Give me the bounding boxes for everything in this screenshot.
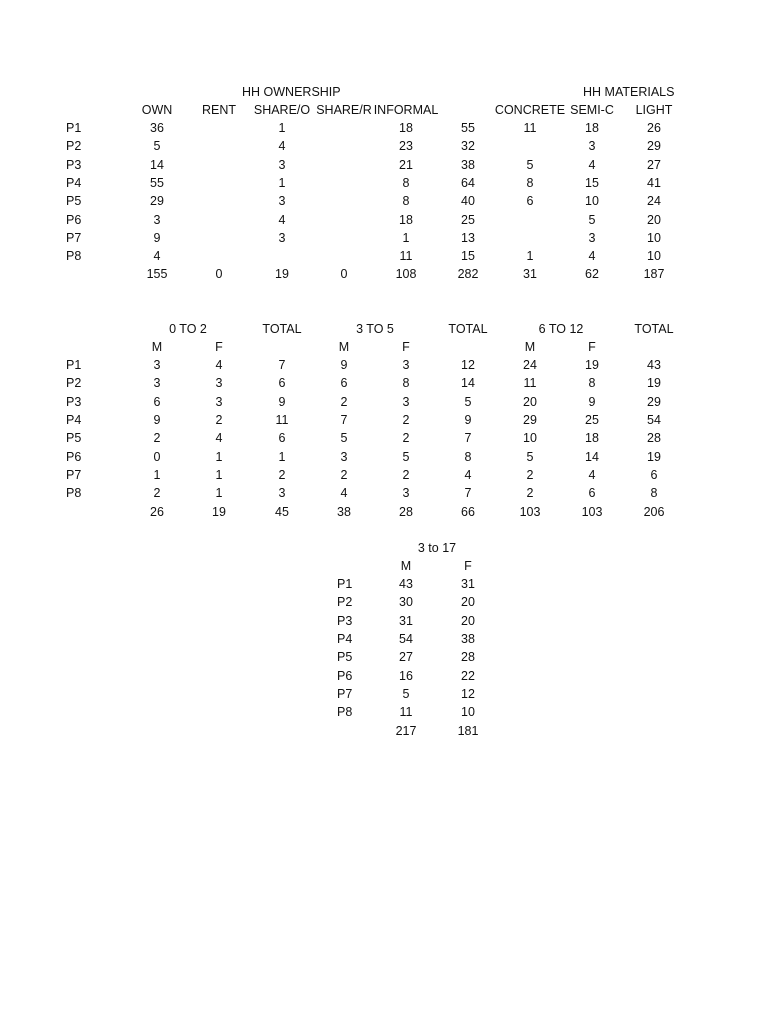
table2-cell: 1 <box>215 449 223 464</box>
materials-group-header: HH MATERIALS <box>583 85 675 99</box>
table2-sex-header: M <box>338 340 350 354</box>
table3-cell: 43 <box>399 577 413 591</box>
table2-cell: 24 <box>523 358 537 372</box>
table1-cell: 8 <box>402 194 410 209</box>
table1-cell: 1 <box>402 230 410 245</box>
table3-cell: 31 <box>399 613 413 628</box>
table1-column-header: SHARE/O <box>253 103 311 117</box>
table2-cell: 11 <box>523 376 537 391</box>
table1-cell: 6 <box>526 194 534 209</box>
table2-row-label: P7 <box>66 467 82 482</box>
table2-group-header: 0 TO 2 <box>169 322 207 336</box>
table3-total-cell: 181 <box>457 724 479 738</box>
table1-cell: 64 <box>461 175 475 190</box>
table1-cell: 5 <box>588 212 596 227</box>
table2-cell: 9 <box>340 358 348 372</box>
table2-cell: 5 <box>402 449 410 464</box>
table2-cell: 8 <box>588 376 596 391</box>
table1-cell: 21 <box>399 157 413 172</box>
table2-cell: 28 <box>647 431 661 446</box>
table2-cell: 3 <box>215 376 223 391</box>
table2-cell: 9 <box>153 412 161 427</box>
table1-cell: 10 <box>647 249 661 264</box>
table1-cell: 27 <box>647 157 661 172</box>
table3-row-label: P7 <box>337 686 353 701</box>
ownership-group-header: HH OWNERSHIP <box>242 85 341 99</box>
table2-cell: 3 <box>402 358 410 372</box>
table2-cell: 2 <box>402 467 410 482</box>
table2-cell: 9 <box>278 394 286 409</box>
table1-cell: 32 <box>461 139 475 154</box>
table2-cell: 1 <box>278 449 286 464</box>
table1-row-label: P6 <box>66 212 82 227</box>
table1-column-header: LIGHT <box>635 103 673 117</box>
table3-sex-header: M <box>400 559 412 573</box>
table1-row-label: P2 <box>66 139 82 154</box>
table2-cell: 3 <box>402 394 410 409</box>
table2-cell: 18 <box>585 431 599 446</box>
table2-sex-header: F <box>215 340 223 354</box>
table1-column-header: OWN <box>141 103 173 117</box>
table2-total-cell: 103 <box>581 505 603 519</box>
table2-cell: 11 <box>275 412 289 427</box>
table1-cell: 5 <box>153 139 161 154</box>
table2-cell: 6 <box>650 467 658 482</box>
table1-cell: 4 <box>588 249 596 264</box>
table2-total-cell: 103 <box>519 505 541 519</box>
table1-cell: 29 <box>647 139 661 154</box>
table2-sex-header: F <box>402 340 410 354</box>
table1-total-cell: 108 <box>395 267 417 281</box>
table1-cell: 18 <box>399 121 413 135</box>
table1-column-header: INFORMAL <box>373 103 439 117</box>
table1-cell: 4 <box>278 139 286 154</box>
table1-cell: 8 <box>526 175 534 190</box>
table2-cell: 7 <box>278 358 286 372</box>
table2-group-header: 6 TO 12 <box>538 322 584 336</box>
table3-cell: 28 <box>461 650 475 665</box>
table1-cell: 55 <box>461 121 475 135</box>
table2-cell: 29 <box>523 412 537 427</box>
table2-cell: 1 <box>215 467 223 482</box>
table1-cell: 3 <box>278 194 286 209</box>
table2-cell: 6 <box>278 431 286 446</box>
table2-cell: 3 <box>215 394 223 409</box>
table1-cell: 18 <box>399 212 413 227</box>
table1-cell: 38 <box>461 157 475 172</box>
table1-row-label: P1 <box>66 121 82 135</box>
table2-cell: 2 <box>340 394 348 409</box>
table2-cell: 2 <box>402 412 410 427</box>
table3-cell: 10 <box>461 705 475 720</box>
table3-cell: 16 <box>399 668 413 683</box>
table1-total-cell: 0 <box>340 267 348 281</box>
table2-cell: 2 <box>153 431 161 446</box>
table1-total-cell: 282 <box>457 267 479 281</box>
table3-row-label: P6 <box>337 668 353 683</box>
table2-cell: 2 <box>215 412 223 427</box>
table2-cell: 4 <box>215 431 223 446</box>
table1-row-label: P5 <box>66 194 82 209</box>
table1-total-cell: 0 <box>215 267 223 281</box>
table1-cell: 15 <box>461 249 475 264</box>
table1-total-cell: 62 <box>585 267 599 281</box>
table1-cell: 11 <box>523 121 537 135</box>
table1-cell: 3 <box>278 157 286 172</box>
table2-cell: 3 <box>278 486 286 501</box>
table2-cell: 5 <box>340 431 348 446</box>
table3-total-cell: 217 <box>395 724 417 738</box>
table1-cell: 24 <box>647 194 661 209</box>
table2-sex-header: F <box>588 340 596 354</box>
table3-cell: 20 <box>461 595 475 610</box>
table2-cell: 12 <box>461 358 475 372</box>
table2-total-cell: 206 <box>643 505 665 519</box>
table2-cell: 10 <box>523 431 537 446</box>
table1-cell: 3 <box>153 212 161 227</box>
table2-cell: 25 <box>585 412 599 427</box>
table1-cell: 10 <box>585 194 599 209</box>
table2-total-cell: 38 <box>337 505 351 519</box>
table2-cell: 4 <box>215 358 223 372</box>
table2-total-cell: 28 <box>399 505 413 519</box>
table2-cell: 3 <box>340 449 348 464</box>
table1-cell: 4 <box>153 249 161 264</box>
table2-row-label: P1 <box>66 358 82 372</box>
table1-cell: 4 <box>588 157 596 172</box>
table1-cell: 3 <box>588 230 596 245</box>
table2-cell: 7 <box>340 412 348 427</box>
table1-cell: 10 <box>647 230 661 245</box>
table2-cell: 43 <box>647 358 661 372</box>
table2-cell: 2 <box>402 431 410 446</box>
table2-total-cell: 66 <box>461 505 475 519</box>
table2-cell: 8 <box>650 486 658 501</box>
table2-cell: 6 <box>588 486 596 501</box>
table2-cell: 3 <box>153 376 161 391</box>
table1-cell: 18 <box>585 121 599 135</box>
table3-row-label: P8 <box>337 705 353 720</box>
table2-cell: 2 <box>340 467 348 482</box>
table2-total-cell: 26 <box>150 505 164 519</box>
table1-cell: 29 <box>150 194 164 209</box>
table2-row-label: P6 <box>66 449 82 464</box>
table2-cell: 2 <box>526 486 534 501</box>
table2-sex-header: M <box>151 340 163 354</box>
table3-row-label: P4 <box>337 631 353 646</box>
table1-cell: 41 <box>647 175 661 190</box>
table2-cell: 7 <box>464 486 472 501</box>
table2-cell: 4 <box>340 486 348 501</box>
table1-cell: 36 <box>150 121 164 135</box>
table2-row-label: P4 <box>66 412 82 427</box>
table2-cell: 19 <box>585 358 599 372</box>
table1-cell: 5 <box>526 157 534 172</box>
table2-group-header: TOTAL <box>262 322 302 336</box>
table1-cell: 1 <box>278 175 286 190</box>
table3-row-label: P2 <box>337 595 353 610</box>
table2-cell: 4 <box>464 467 472 482</box>
table2-cell: 19 <box>647 449 661 464</box>
table2-cell: 4 <box>588 467 596 482</box>
table3-cell: 5 <box>402 686 410 701</box>
table2-group-header: TOTAL <box>634 322 674 336</box>
table3-cell: 12 <box>461 686 475 701</box>
table2-group-header: TOTAL <box>448 322 488 336</box>
table2-cell: 20 <box>523 394 537 409</box>
table2-cell: 14 <box>461 376 475 391</box>
table2-cell: 9 <box>588 394 596 409</box>
table3-cell: 54 <box>399 631 413 646</box>
table1-cell: 55 <box>150 175 164 190</box>
table2-cell: 0 <box>153 449 161 464</box>
table2-cell: 3 <box>402 486 410 501</box>
table2-cell: 29 <box>647 394 661 409</box>
table2-cell: 3 <box>153 358 161 372</box>
table1-total-cell: 31 <box>523 267 537 281</box>
table1-cell: 40 <box>461 194 475 209</box>
table3-cell: 30 <box>399 595 413 610</box>
table3-cell: 38 <box>461 631 475 646</box>
table1-cell: 25 <box>461 212 475 227</box>
table3-cell: 20 <box>461 613 475 628</box>
table2-cell: 7 <box>464 431 472 446</box>
table3-cell: 27 <box>399 650 413 665</box>
table2-cell: 6 <box>153 394 161 409</box>
table3-cell: 11 <box>399 705 413 720</box>
table2-cell: 6 <box>340 376 348 391</box>
table1-cell: 26 <box>647 121 661 135</box>
table3-row-label: P1 <box>337 577 353 591</box>
table3-cell: 31 <box>461 577 475 591</box>
table3-row-label: P5 <box>337 650 353 665</box>
table1-total-cell: 19 <box>275 267 289 281</box>
table1-cell: 13 <box>461 230 475 245</box>
table1-cell: 14 <box>150 157 164 172</box>
table2-cell: 8 <box>402 376 410 391</box>
table2-row-label: P5 <box>66 431 82 446</box>
table1-cell: 1 <box>278 121 286 135</box>
table2-cell: 5 <box>526 449 534 464</box>
table1-total-cell: 155 <box>146 267 168 281</box>
table3-cell: 22 <box>461 668 475 683</box>
table1-row-label: P7 <box>66 230 82 245</box>
table1-cell: 1 <box>526 249 534 264</box>
table1-cell: 11 <box>399 249 413 264</box>
table1-column-header: CONCRETE <box>494 103 566 117</box>
table2-cell: 54 <box>647 412 661 427</box>
table1-cell: 8 <box>402 175 410 190</box>
table2-row-label: P2 <box>66 376 82 391</box>
table1-cell: 3 <box>588 139 596 154</box>
table1-column-header: SEMI-C <box>570 103 614 117</box>
table1-cell: 23 <box>399 139 413 154</box>
table2-sex-header: M <box>524 340 536 354</box>
table2-cell: 9 <box>464 412 472 427</box>
table1-cell: 20 <box>647 212 661 227</box>
table2-cell: 8 <box>464 449 472 464</box>
table2-total-cell: 45 <box>275 505 289 519</box>
table2-cell: 2 <box>526 467 534 482</box>
table2-cell: 1 <box>215 486 223 501</box>
table3-sex-header: F <box>464 559 472 573</box>
table1-cell: 15 <box>585 175 599 190</box>
table1-cell: 9 <box>153 230 161 245</box>
table2-cell: 2 <box>153 486 161 501</box>
table2-cell: 1 <box>153 467 161 482</box>
table1-total-cell: 187 <box>643 267 665 281</box>
table2-cell: 5 <box>464 394 472 409</box>
table2-row-label: P3 <box>66 394 82 409</box>
table1-row-label: P8 <box>66 249 82 264</box>
table1-row-label: P4 <box>66 175 82 190</box>
table2-row-label: P8 <box>66 486 82 501</box>
table2-group-header: 3 TO 5 <box>356 322 394 336</box>
table2-total-cell: 19 <box>212 505 226 519</box>
table1-column-header: SHARE/R <box>316 103 372 117</box>
table3-row-label: P3 <box>337 613 353 628</box>
table1-cell: 4 <box>278 212 286 227</box>
table2-cell: 2 <box>278 467 286 482</box>
table2-cell: 19 <box>647 376 661 391</box>
table1-cell: 3 <box>278 230 286 245</box>
table2-cell: 14 <box>585 449 599 464</box>
table3-group-header: 3 to 17 <box>417 541 457 555</box>
table1-column-header: RENT <box>201 103 237 117</box>
table1-row-label: P3 <box>66 157 82 172</box>
table2-cell: 6 <box>278 376 286 391</box>
